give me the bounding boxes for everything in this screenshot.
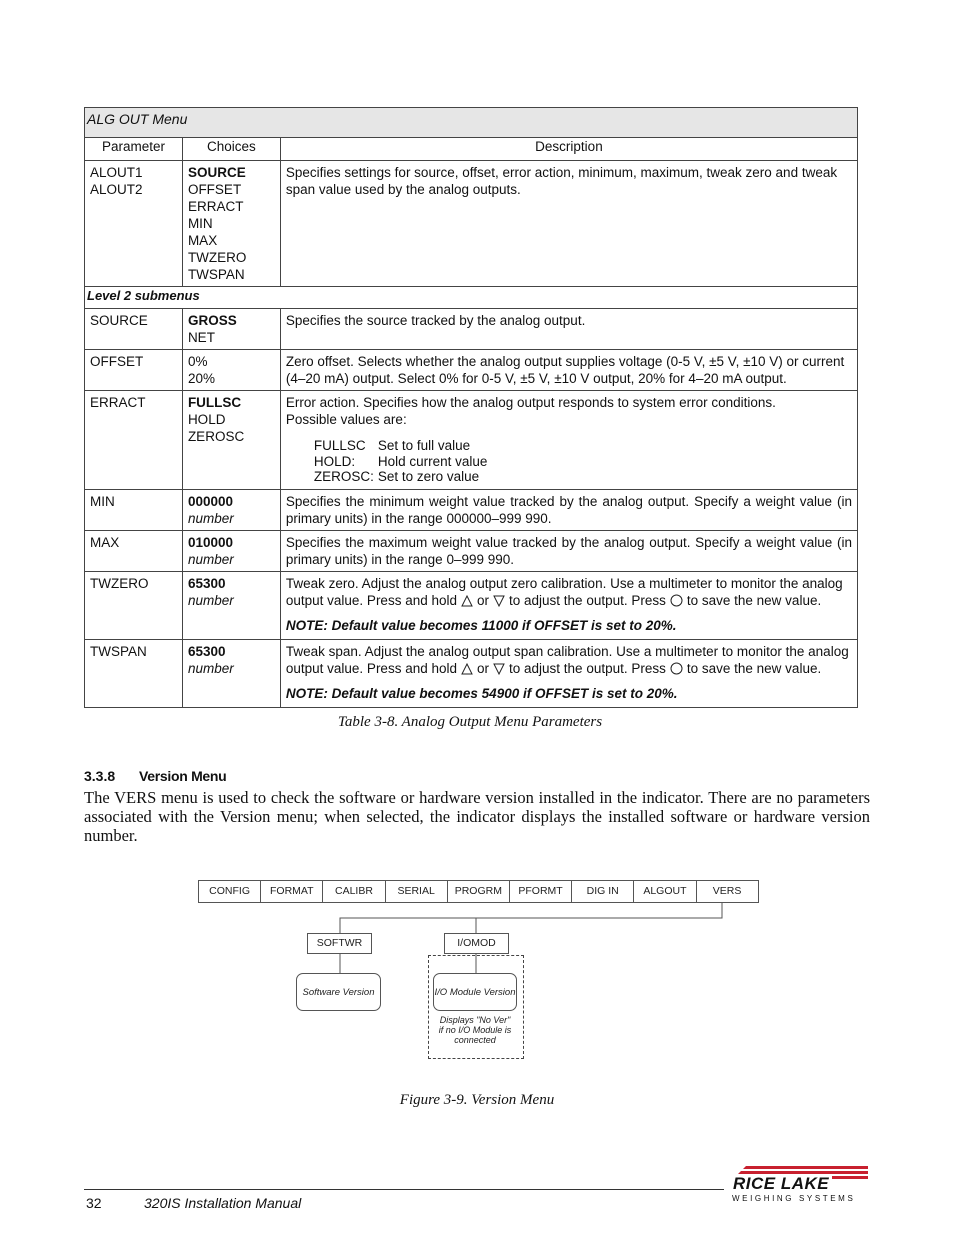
submenu-label: Level 2 submenus [87,288,200,303]
value-key: FULLSC [313,438,366,453]
param-alout2: ALOUT2 [90,182,143,197]
manual-title: 320IS Installation Manual [144,1195,302,1211]
choice-erract: ERRACT [187,199,244,214]
description: Zero offset. Selects whether the analog output supplies voltage (0-5 V, ±5 V, ±10 V) or current (4–20 mA) output. Select 0% for 0-5 V, ±5 V, ±10 V output, 20% for 4–20 mA output. [285,354,845,386]
menu-item-calibr: CALIBR [323,881,385,902]
menu-item-pformt: PFORMT [510,881,572,902]
description: Specifies the maximum weight value tracked by the analog output. Specify a weight value (in primary units) in the range 0–999 990. [285,535,852,567]
description-or: or [477,661,490,676]
choice-offset: OFFSET [187,182,242,197]
choice-hint: number [187,661,234,676]
note-line: Displays "No Ver" [439,1015,511,1025]
choice-max: MAX [187,233,218,248]
menu-item-vers: VERS [712,885,742,897]
table-caption: Table 3-8. Analog Output Menu Parameters [337,714,603,730]
rice-lake-logo [730,1166,868,1206]
menu-title: ALG OUT Menu [87,111,188,127]
description: Specifies the source tracked by the analog output. [285,313,586,328]
choice-min: MIN [187,216,213,231]
software-version-box: Software Version [296,973,381,1011]
choice-source: SOURCE [187,165,246,180]
param-name: MAX [90,535,120,550]
figure-caption: Figure 3-9. Version Menu [399,1092,555,1108]
io-module-version-box: I/O Module Version [433,973,517,1011]
choice-default: GROSS [187,313,237,328]
menu-item-dig-in: DIG IN [572,881,634,902]
description: Tweak span. Adjust the analog output span calibration. Use a multimeter to monitor the analog output value. Press and hold [285,644,849,676]
description: Specifies the minimum weight value tracked by the analog output. Specify a weight value (in primary units) in the range 000000–999 990. [285,494,852,526]
section-number: 3.3.8 [84,768,116,784]
choice-hint: number [187,552,234,567]
header-description: Description [280,138,857,161]
param-name: TWZERO [90,576,149,591]
header-parameter: Parameter [85,138,183,161]
menu-item-progrm: PROGRM [448,881,510,902]
value-text: Set to zero value [377,469,480,484]
value-text: Hold current value [377,453,488,469]
section-paragraph: The VERS menu is used to check the software or hardware version installed in the indicator. There are no parameters associated with the Version menu; when selected, the indicator displays the installed software or hardware version number. [84,788,870,845]
softwr-box: SOFTWR [307,933,372,954]
default-note: NOTE: Default value becomes 54900 if OFFSET is set to 20%. [285,686,678,701]
choice-hint: number [187,593,234,608]
menu-item-config: CONFIG [199,881,261,902]
description-or: or [477,593,490,608]
choice-default: 010000 [187,535,233,550]
logo-brand: RICE LAKE [730,1175,832,1192]
iomod-box: I/OMOD [444,933,509,954]
note-line: if no I/O Module is [438,1025,512,1035]
possible-values-label: Possible values are: [285,412,407,427]
description: Tweak zero. Adjust the analog output zero calibration. Use a multimeter to monitor the analog output value. Press and hold [285,576,843,608]
menu-item-serial: SERIAL [386,881,448,902]
logo-subtitle: WEIGHING SYSTEMS [732,1194,856,1203]
footer-rule [84,1189,724,1190]
value-key: HOLD: [313,453,356,469]
choice-twspan: TWSPAN [187,267,245,282]
default-note: NOTE: Default value becomes 11000 if OFFSET is set to 20%. [285,618,677,633]
description: to adjust the output. Press [509,661,666,676]
param-name: SOURCE [90,313,148,328]
choice-default: 65300 [187,644,226,659]
page-number: 32 [86,1195,102,1211]
param-name: OFFSET [90,354,144,369]
choice-twzero: TWZERO [187,250,247,265]
description: Specifies settings for source, offset, error action, minimum, maximum, tweak zero and tweak span value used by the analog outputs. [285,165,838,197]
choice-option: 20% [187,371,215,386]
param-name: ERRACT [90,395,146,410]
choice-default: FULLSC [187,395,242,410]
choice-option: NET [187,330,215,345]
choice-option: HOLD [187,412,226,427]
menu-item-algout: ALGOUT [634,881,696,902]
description: to adjust the output. Press [509,593,666,608]
choice-option: 0% [187,354,208,369]
note-line: connected [454,1035,496,1045]
section-title: Version Menu [139,768,227,784]
description: to save the new value. [686,661,822,676]
header-choices: Choices [182,138,280,161]
description: to save the new value. [686,593,822,608]
choice-default: 65300 [187,576,226,591]
no-ver-note [428,1015,522,1045]
value-text: Set to full value [377,438,471,453]
param-name: TWSPAN [90,644,147,659]
description: Error action. Specifies how the analog output responds to system error conditions. [285,395,776,410]
param-alout1: ALOUT1 [90,165,143,180]
choice-default: 000000 [187,494,233,509]
menu-item-format: FORMAT [261,881,323,902]
param-name: MIN [90,494,115,509]
choice-option: ZEROSC [187,429,245,444]
value-key: ZEROSC: [313,469,374,484]
choice-hint: number [187,511,234,526]
